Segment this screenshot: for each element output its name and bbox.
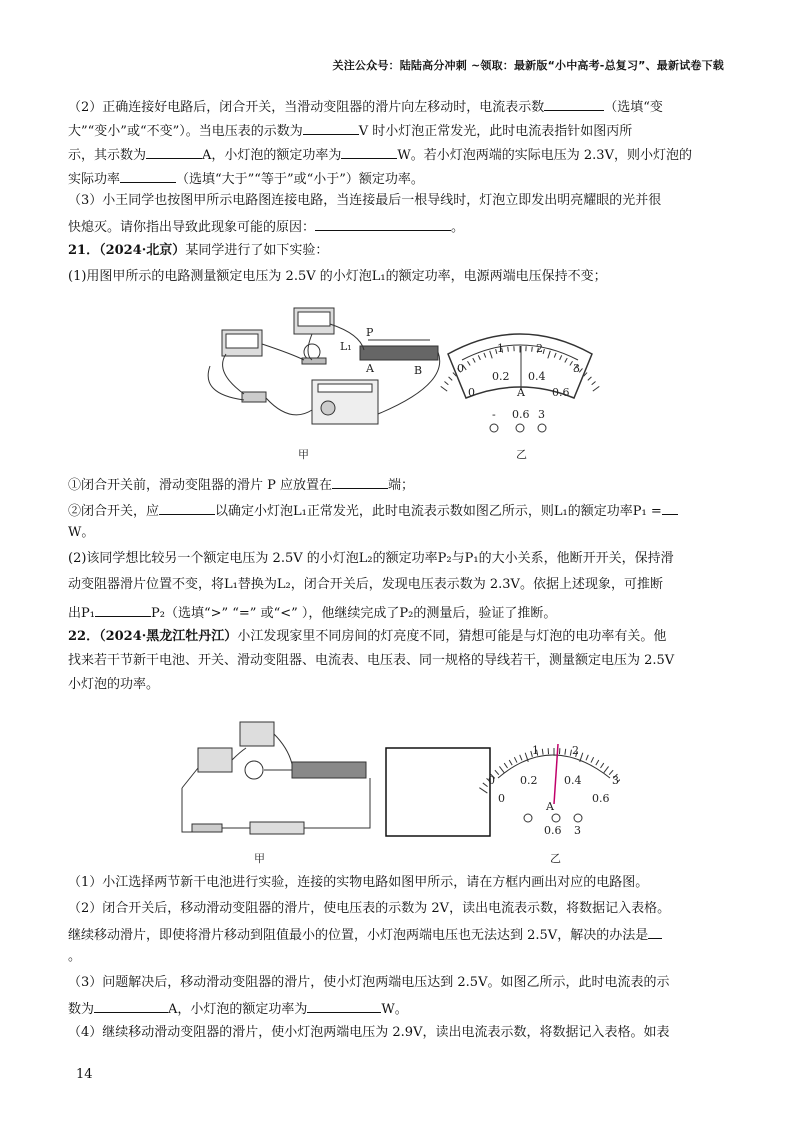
label-b: B (414, 364, 423, 377)
dial-top-1: 1 (532, 744, 539, 757)
q20-line2: 大”“变小”或“不变”）。当电压表的示数为 V 时小灯泡正常发光，此时电流表指针如图丙所 (68, 120, 632, 141)
blank[interactable] (120, 168, 176, 183)
dial-tick (504, 763, 507, 768)
switch (242, 392, 266, 402)
voltmeter-device (240, 722, 274, 746)
blank[interactable] (544, 96, 604, 111)
needle (554, 744, 558, 804)
q21-part2-line2: 动变阻器滑片位置不变，将L₁替换为L₂，闭合开关后，发现电压表示数为 2.3V。依据上述现象，可推断 (68, 577, 663, 592)
blank[interactable] (94, 998, 168, 1013)
dial-tick (520, 755, 522, 761)
dial-bottom-2: 0.4 (564, 774, 582, 787)
q21-heading: 21．（2024·北京）某同学进行了如下实验： (68, 243, 329, 258)
blank[interactable] (648, 924, 662, 939)
q20-line3: 示，其示数为 A，小灯泡的额定功率为 W。若小灯泡两端的实际电压为 2.3V，则小灯泡的 (68, 144, 692, 165)
q22-step2-line3: 。 (68, 949, 82, 964)
terminal-06: 0.6 (544, 824, 562, 837)
ammeter-dial (226, 334, 258, 348)
terminal-minus: - (492, 408, 496, 421)
dial-tick (596, 760, 599, 765)
dial-tick (604, 766, 609, 772)
dial-tick (499, 766, 504, 772)
dial-tick (509, 760, 512, 765)
terminal-posts (524, 814, 582, 822)
dial-top-2: 2 (536, 342, 543, 355)
terminal-06: 0.6 (512, 408, 530, 421)
q22-step3-line2: 数为 A，小灯泡的额定功率为 W。 (68, 998, 408, 1019)
fig-label-jia: 甲 (298, 448, 309, 461)
label-a: A (366, 362, 374, 375)
label-l1: L₁ (340, 340, 352, 353)
diagram-box[interactable] (386, 748, 490, 836)
blank[interactable] (303, 120, 359, 135)
blank[interactable] (662, 500, 678, 515)
dial-tick (592, 382, 596, 385)
q21-figure (200, 294, 610, 464)
blank[interactable] (307, 998, 381, 1013)
dial-tick (542, 749, 543, 755)
q22-circuit-fig (182, 722, 370, 834)
q20-line1: （2）正确连接好电路后，闭合开关，当滑动变阻器的滑片向左移动时，电流表示数 （选填“变 (68, 96, 663, 117)
fig-label-yi: 乙 (516, 448, 527, 461)
dial-tick (444, 382, 448, 385)
q21-circuit-fig (208, 308, 440, 424)
dial-top-1: 1 (497, 342, 504, 355)
page-number: 14 (76, 1067, 93, 1082)
blank[interactable] (95, 602, 151, 617)
ammeter-device (198, 748, 232, 772)
q20-line6: 快熄灭。请你指出导致此现象可能的原因： 。 (68, 216, 464, 237)
dial-tick (565, 749, 566, 755)
dial-unit: A (546, 800, 554, 813)
q21-part2-line1: (2)该同学想比较另一个额定电压为 2.5V 的小灯泡L₂的额定功率P₂与P₁的大小关系，他断开开关，保持滑 (68, 551, 674, 566)
dial-top-3: 3 (612, 774, 619, 787)
dial-unit: A (517, 386, 525, 399)
dial-bottom-3: 0.6 (592, 792, 610, 805)
switch (192, 824, 222, 832)
q21-part1: (1)用图甲所示的电路测量额定电压为 2.5V 的小灯泡L₁的额定功率，电源两端电压保持不变； (68, 269, 607, 284)
blank[interactable] (332, 474, 388, 489)
bulb (245, 761, 263, 779)
dial-tick (514, 757, 517, 762)
dial-bottom-2: 0.4 (528, 370, 546, 383)
dial-tick (441, 386, 447, 391)
dial-bottom-1: 0.2 (520, 774, 538, 787)
dial-bottom-0: 0 (498, 792, 505, 805)
blank[interactable] (315, 216, 451, 231)
q20-line4: 实际功率 （选填“大于”“等于”或“小于”）额定功率。 (68, 168, 424, 189)
q22-figure (180, 708, 620, 868)
q20-line5: （3）小王同学也按图甲所示电路图连接电路，当连接最后一根导线时，灯泡立即发出明亮耀眼的光并很 (68, 193, 662, 208)
q21-step2: ②闭合开关，应 以确定小灯泡L₁正常发光，此时电流表示数如图乙所示，则L₁的额定功率P₁ = (68, 500, 678, 521)
dial-tick (586, 755, 588, 761)
fig-label-yi: 乙 (550, 852, 561, 865)
q22-line3: 小灯泡的功率。 (68, 677, 160, 692)
dial-bottom-1: 0.2 (492, 370, 510, 383)
page-header: 关注公众号：陆陆高分冲刺 ~领取：最新版“小中高考-总复习”、最新试卷下载 (332, 59, 724, 72)
dial-top-2: 2 (572, 744, 579, 757)
q22-step2-line1: （2）闭合开关后，移动滑动变阻器的滑片，使电压表的示数为 2V，读出电流表示数，将数据记入表格。 (68, 901, 671, 916)
q22-step4: （4）继续移动滑动变阻器的滑片，使小灯泡两端电压为 2.9V，读出电流表示数，将数据记入表格。如表 (68, 1025, 670, 1040)
dial-tick (588, 377, 592, 380)
blank[interactable] (341, 144, 397, 159)
q22-step3-line1: （3）问题解决后，移动滑动变阻器的滑片，使小灯泡两端电压达到 2.5V。如图乙所示，此时电流表的示 (68, 975, 670, 990)
blank[interactable] (146, 144, 202, 159)
dial-tick (593, 386, 599, 391)
dial-bottom-0: 0 (468, 386, 475, 399)
q21-step1: ①闭合开关前，滑动变阻器的滑片 P 应放置在 端； (68, 474, 414, 495)
q21-part2-line3: 出P₁ P₂（选填“>” “=” 或“<” ），他继续完成了P₂的测量后，验证了推断。 (68, 602, 556, 623)
dial-top-3: 3 (573, 362, 580, 375)
dial-bottom-3: 0.6 (552, 386, 570, 399)
terminal-3: 3 (538, 408, 545, 421)
terminal-posts (490, 424, 546, 432)
dial-tick (532, 347, 533, 352)
q22-step2-line2: 继续移动滑片，即使将滑片移动到阻值最小的位置，小灯泡两端电压也无法达到 2.5V，解决的办法是 (68, 924, 662, 945)
q21-step2-end: W。 (68, 525, 95, 540)
rheostat (360, 346, 438, 360)
dial-tick (449, 377, 453, 380)
dial-tick (600, 763, 603, 768)
dial-tick (495, 770, 499, 775)
dial-tick (591, 757, 594, 762)
q22-step1: （1）小江选择两节新干电池进行实验，连接的实物电路如图甲所示，请在方框内画出对应的电路图。 (68, 875, 649, 890)
dial-top-0: 0 (457, 362, 464, 375)
dial-top-0: 0 (488, 774, 495, 787)
q22-heading: 22．（2024·黑龙江牡丹江）小江发现家里不同房间的灯亮度不同，猜想可能是与灯泡的电功率有关。他 (68, 629, 667, 644)
label-p: P (366, 326, 374, 339)
terminal-3: 3 (574, 824, 581, 837)
fig-label-jia: 甲 (254, 852, 265, 865)
battery (250, 822, 304, 834)
blank[interactable] (159, 500, 215, 515)
dial-tick (508, 347, 509, 352)
rheostat (292, 762, 366, 778)
q22-line2: 找来若干节新干电池、开关、滑动变阻器、电流表、电压表、同一规格的导线若干，测量额定电压为 2.5V (68, 653, 675, 668)
